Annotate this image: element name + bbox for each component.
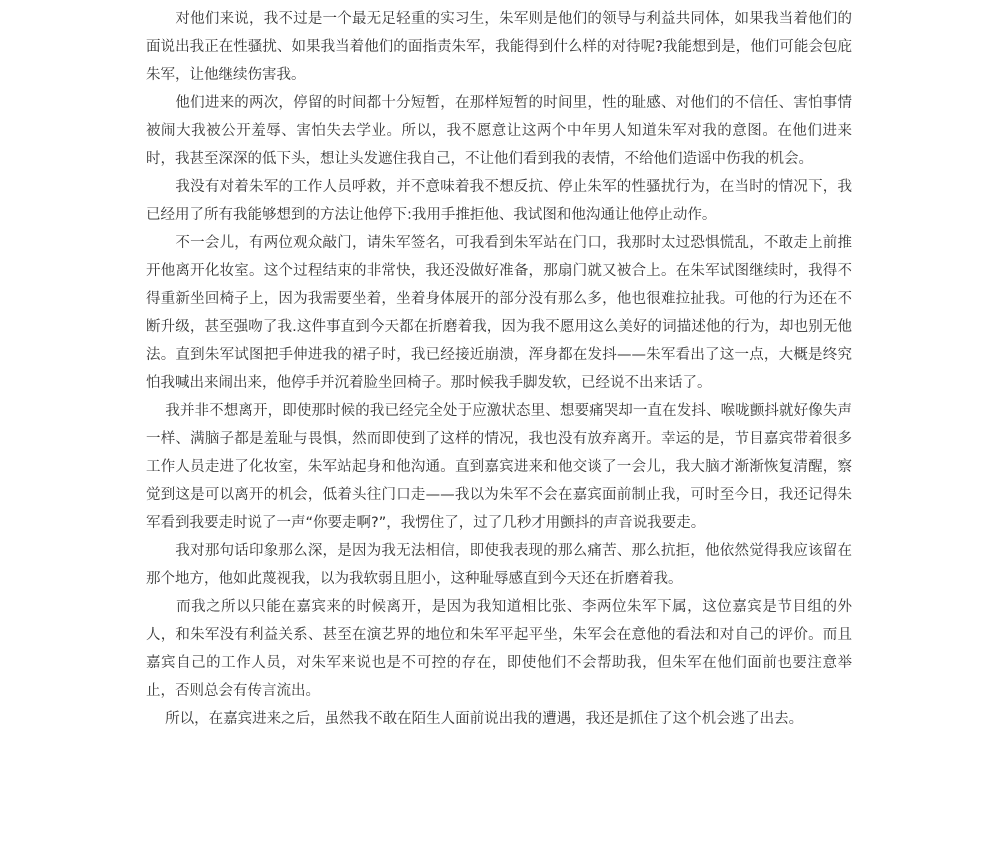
article-body: [146, 5, 852, 733]
paragraph: 他们进来的两次，停留的时间都十分短暂，在那样短暂的时间里，性的耻感、对他们的不信任、害怕事情被闹大我被公开羞辱、害怕失去学业。所以，我不愿意让这两个中年男人知道朱军对我的意图。在他们进来时，我甚至深深的低下头，想让头发遮住我自己，不让他们看到我的表情，不给他们造谣中伤我的机会。: [146, 95, 852, 167]
paragraph: 我并非不想离开，即使那时候的我已经完全处于应激状态里、想要痛哭却一直在发抖、喉咙颤抖就好像失声一样、满脑子都是羞耻与畏惧，然而即使到了这样的情况，我也没有放弃离开。幸运的是，节目嘉宾带着很多工作人员走进了化妆室，朱军站起身和他沟通。直到嘉宾进来和他交谈了一会儿，我大脑才渐渐恢复清醒，察觉到这是可以离开的机会，低着头往门口走——我以为朱军不会在嘉宾面前制止我，可时至今日，我还记得朱军看到我要走时说了一声“你要走啊?”，我愣住了，过了几秒才用颤抖的声音说我要走。: [146, 403, 852, 531]
paragraph: 不一会儿，有两位观众敲门，请朱军签名，可我看到朱军站在门口，我那时太过恐惧慌乱，不敢走上前推开他离开化妆室。这个过程结束的非常快，我还没做好准备，那扇门就又被合上。在朱军试图继续时，我得不得重新坐回椅子上，因为我需要坐着，坐着身体展开的部分没有那么多，他也很难拉扯我。可他的行为还在不断升级，甚至强吻了我.这件事直到今天都在折磨着我，因为我不愿用这么美好的词描述他的行为，却也别无他法。直到朱军试图把手伸进我的裙子时，我已经接近崩溃，浑身都在发抖——朱军看出了这一点，大概是终究怕我喊出来闹出来，他停手并沉着脸坐回椅子。那时候我手脚发软，已经说不出来话了。: [146, 235, 852, 391]
paragraph: 我对那句话印象那么深，是因为我无法相信，即使我表现的那么痛苦、那么抗拒，他依然觉得我应该留在那个地方，他如此蔑视我，以为我软弱且胆小，这种耻辱感直到今天还在折磨着我。: [146, 543, 852, 587]
paragraph: 而我之所以只能在嘉宾来的时候离开，是因为我知道相比张、李两位朱军下属，这位嘉宾是节目组的外人，和朱军没有利益关系、甚至在演艺界的地位和朱军平起平坐，朱军会在意他的看法和对自己的评价。而且嘉宾自己的工作人员，对朱军来说也是不可控的存在，即使他们不会帮助我，但朱军在他们面前也要注意举止，否则总会有传言流出。: [146, 599, 852, 699]
paragraph: 所以，在嘉宾进来之后，虽然我不敢在陌生人面前说出我的遭遇，我还是抓住了这个机会逃了出去。: [146, 711, 804, 727]
paragraph: 对他们来说，我不过是一个最无足轻重的实习生，朱军则是他们的领导与利益共同体，如果我当着他们的面说出我正在性骚扰、如果我当着他们的面指责朱军，我能得到什么样的对待呢?我能想到是，他们可能会包庇朱军，让他继续伤害我。: [146, 11, 852, 83]
paragraph: 我没有对着朱军的工作人员呼救，并不意味着我不想反抗、停止朱军的性骚扰行为，在当时的情况下，我已经用了所有我能够想到的方法让他停下:我用手推拒他、我试图和他沟通让他停止动作。: [146, 179, 852, 223]
